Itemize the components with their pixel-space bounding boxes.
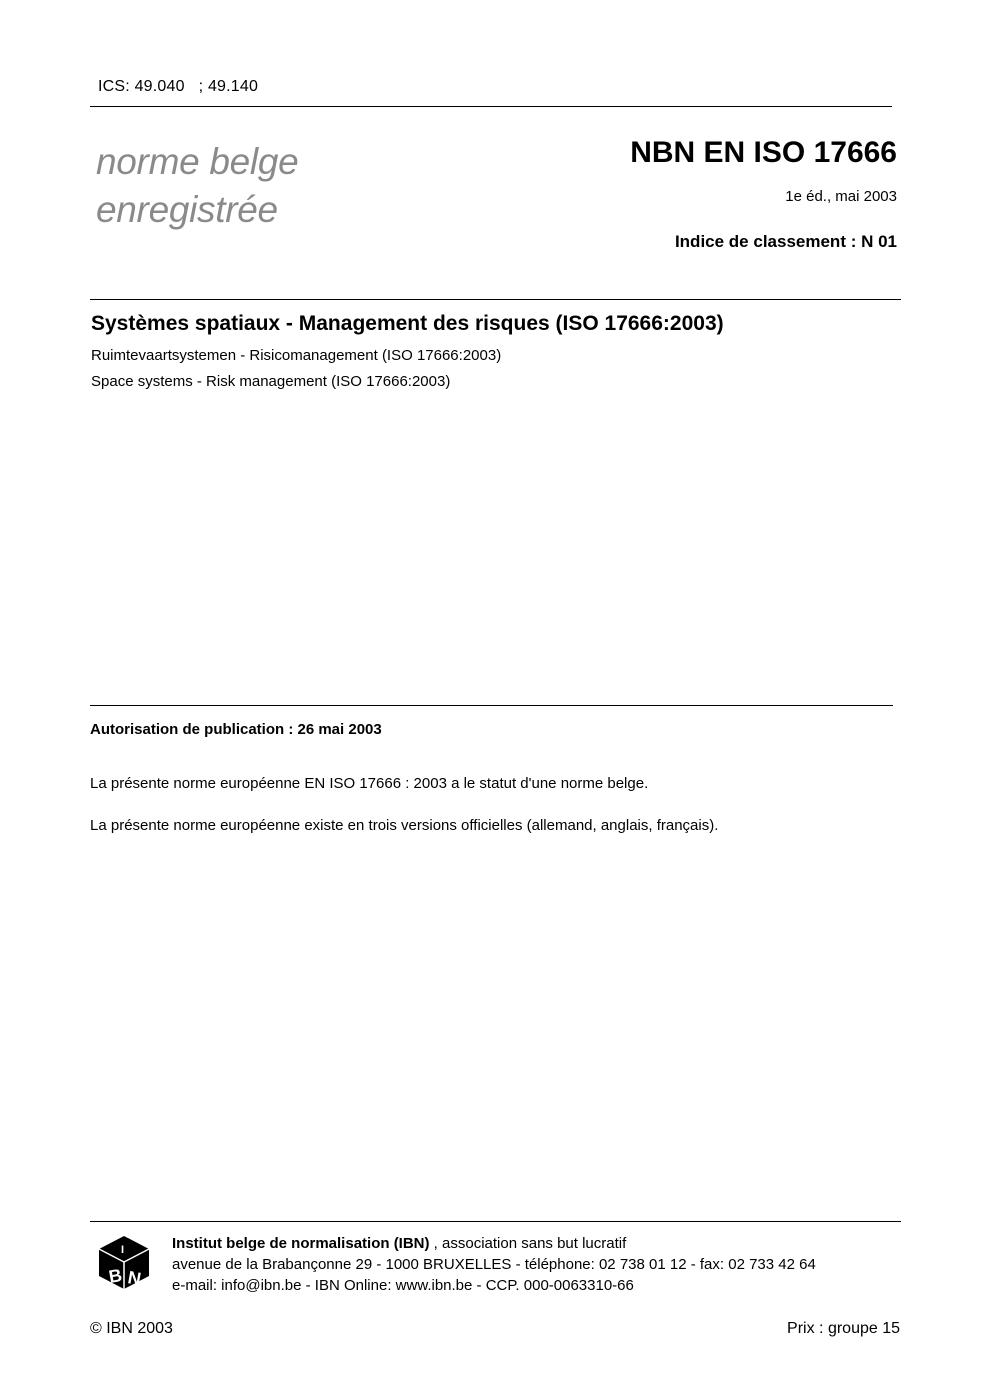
svg-text:N: N <box>126 1267 143 1290</box>
standard-number: NBN EN ISO 17666 <box>630 136 897 169</box>
price-group: Prix : groupe 15 <box>787 1320 900 1337</box>
institute-info <box>172 1233 816 1296</box>
brand-line-2: enregistrée <box>96 189 278 230</box>
edition-date: 1e éd., mai 2003 <box>785 188 897 205</box>
institute-address: avenue de la Brabançonne 29 - 1000 BRUXELLES - téléphone: 02 738 01 12 - fax: 02 733 42 64 <box>172 1256 816 1273</box>
status-statement: La présente norme européenne EN ISO 17666 : 2003 a le statut d'une norme belge. <box>90 775 649 792</box>
versions-statement: La présente norme européenne existe en trois versions officielles (allemand, anglais, français). <box>90 817 719 834</box>
header-divider <box>90 106 892 107</box>
publication-divider <box>90 705 893 706</box>
classification-index: Indice de classement : N 01 <box>674 232 897 251</box>
institute-suffix: , association sans but lucratif <box>429 1235 627 1252</box>
svg-text:B: B <box>107 1264 124 1287</box>
ibn-logo-icon <box>97 1234 151 1290</box>
ics-codes <box>98 78 258 96</box>
institute-line <box>172 1233 816 1254</box>
svg-text:I: I <box>121 1244 125 1256</box>
institute-contact: e-mail: info@ibn.be - IBN Online: www.ibn.be - CCP. 000-0063310-66 <box>172 1277 634 1294</box>
ics-values: 49.040 ; 49.140 <box>134 78 259 95</box>
publication-authorisation: Autorisation de publication : 26 mai 2003 <box>90 721 382 738</box>
ics-label: ICS: <box>98 78 130 95</box>
title-english: Space systems - Risk management (ISO 17666:2003) <box>91 373 451 390</box>
brand-line-1: norme belge <box>96 141 299 182</box>
footer-divider <box>90 1221 901 1222</box>
copyright: © IBN 2003 <box>90 1320 173 1337</box>
institute-name: Institut belge de normalisation (IBN) <box>172 1235 430 1252</box>
title-dutch: Ruimtevaartsystemen - Risicomanagement (ISO 17666:2003) <box>91 347 502 364</box>
brand-title <box>96 138 298 234</box>
title-divider <box>90 299 901 300</box>
title-french: Systèmes spatiaux - Management des risques (ISO 17666:2003) <box>91 312 724 335</box>
